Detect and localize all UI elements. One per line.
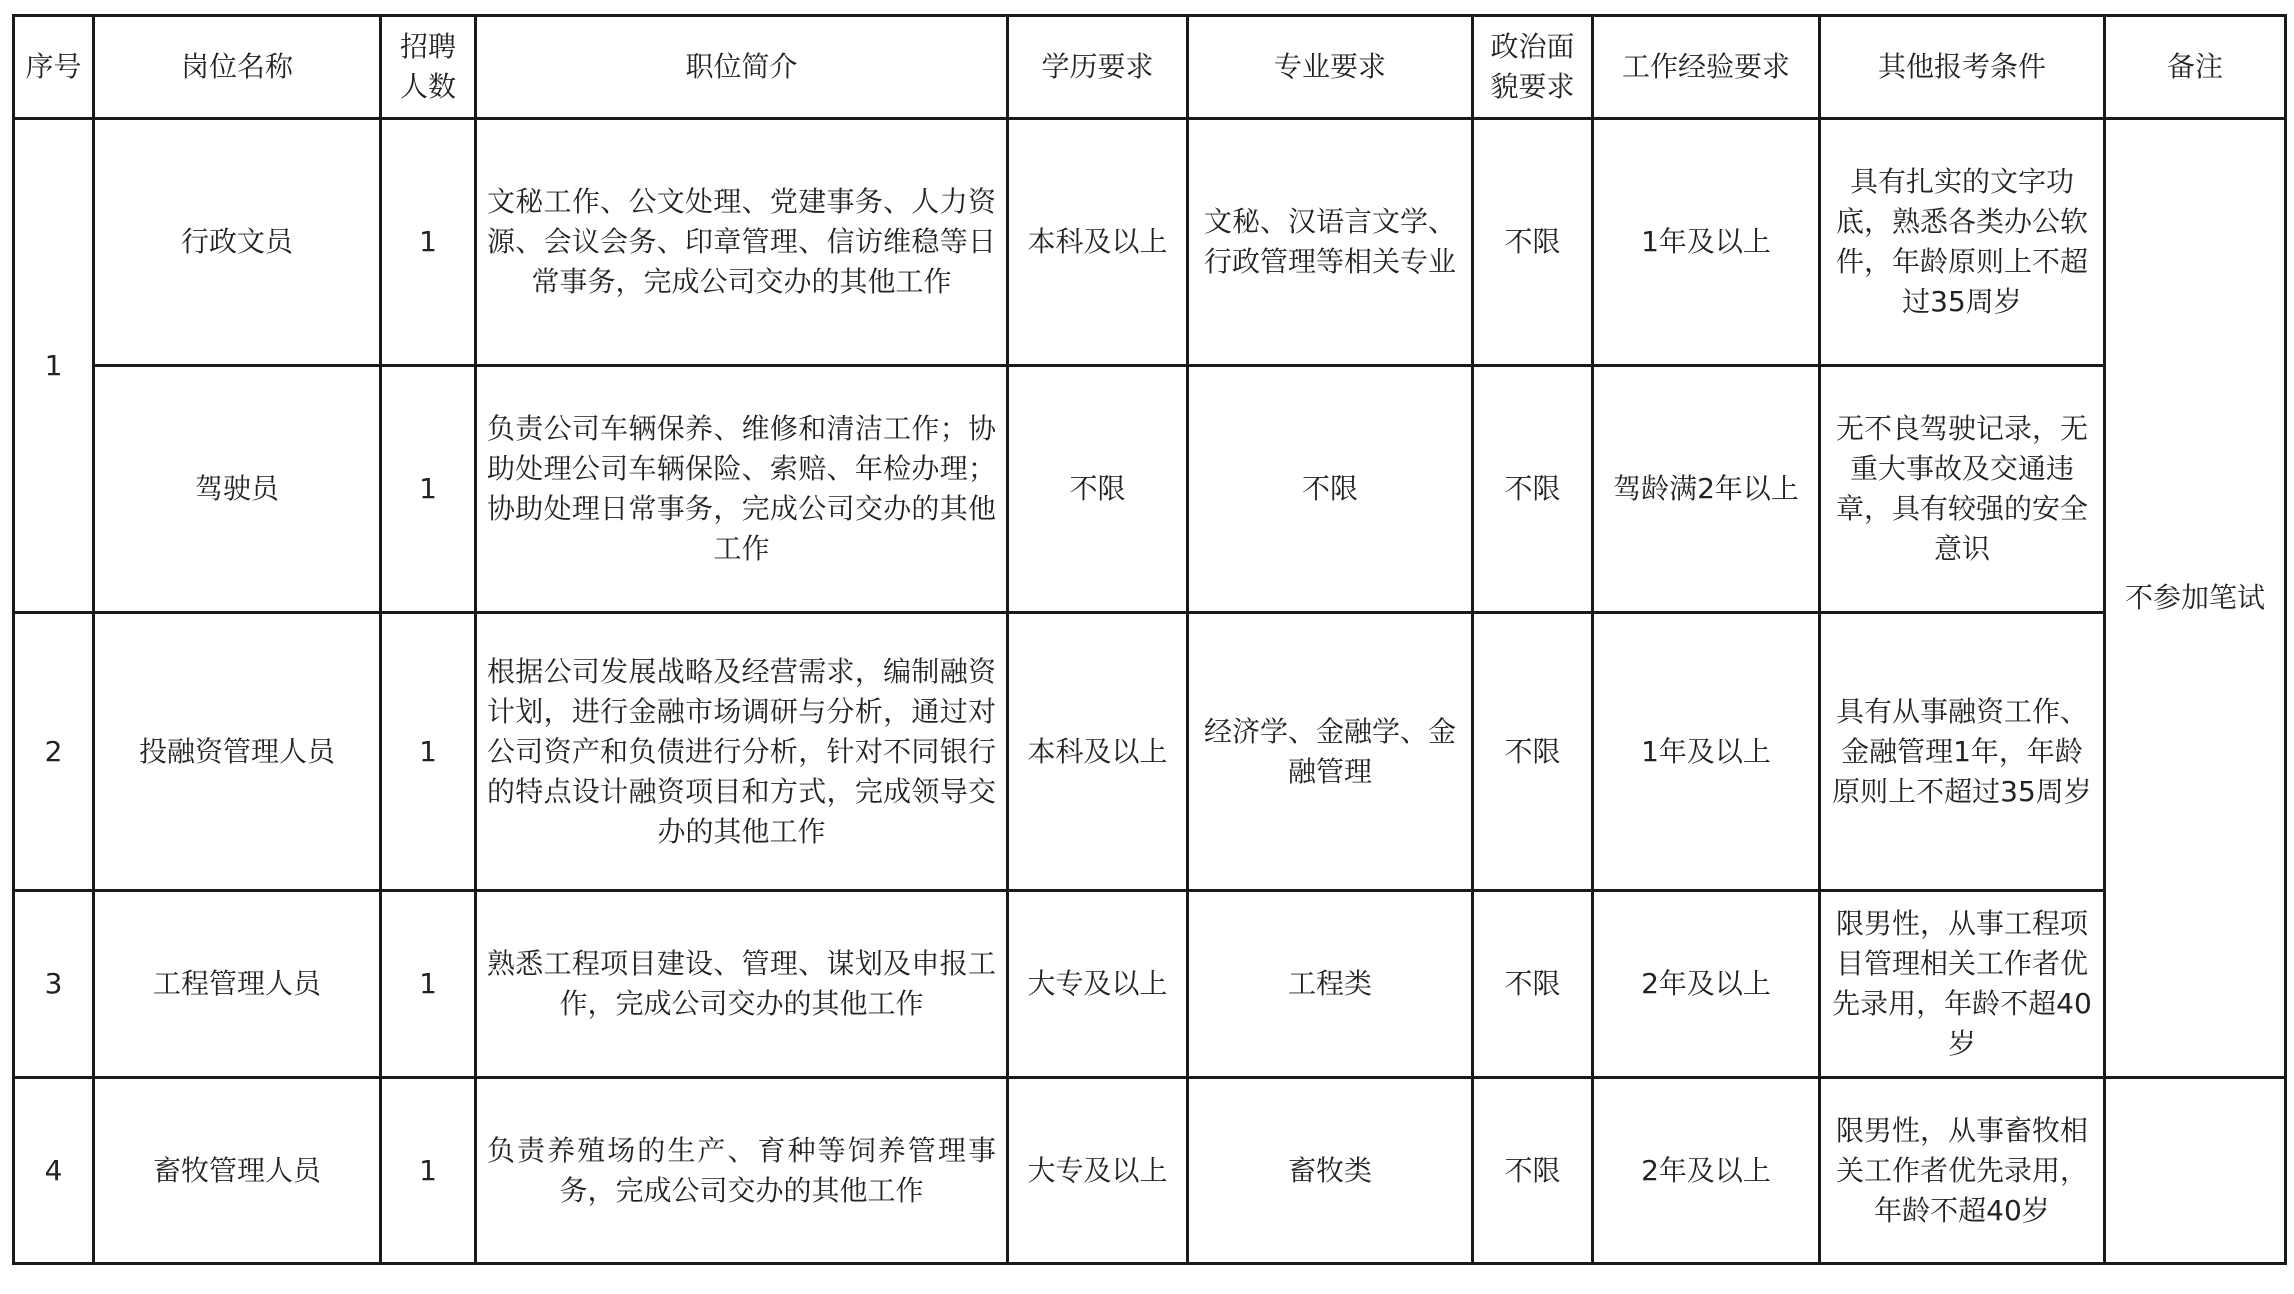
- cell-major: 文秘、汉语言文学、行政管理等相关专业: [1188, 119, 1473, 366]
- cell-other: 具有扎实的文字功底，熟悉各类办公软件，年龄原则上不超过35周岁: [1820, 119, 2105, 366]
- cell-political: 不限: [1473, 119, 1593, 366]
- header-experience: 工作经验要求: [1593, 16, 1820, 119]
- cell-position: 投融资管理人员: [94, 613, 381, 891]
- cell-other: 具有从事融资工作、金融管理1年，年龄原则上不超过35周岁: [1820, 613, 2105, 891]
- cell-education: 本科及以上: [1008, 613, 1188, 891]
- cell-education: 不限: [1008, 366, 1188, 613]
- cell-experience: 驾龄满2年以上: [1593, 366, 1820, 613]
- cell-remark: [2105, 1078, 2286, 1264]
- cell-position: 驾驶员: [94, 366, 381, 613]
- cell-major: 工程类: [1188, 891, 1473, 1078]
- cell-major: 不限: [1188, 366, 1473, 613]
- cell-seq: 3: [14, 891, 94, 1078]
- cell-description: 熟悉工程项目建设、管理、谋划及申报工作，完成公司交办的其他工作: [476, 891, 1008, 1078]
- cell-experience: 2年及以上: [1593, 891, 1820, 1078]
- cell-other: 无不良驾驶记录，无重大事故及交通违章，具有较强的安全意识: [1820, 366, 2105, 613]
- cell-position: 工程管理人员: [94, 891, 381, 1078]
- table-header-row: [14, 16, 2286, 119]
- cell-remark: 不参加笔试: [2105, 119, 2286, 1078]
- cell-count: 1: [381, 119, 476, 366]
- cell-position: 行政文员: [94, 119, 381, 366]
- cell-other: 限男性，从事畜牧相关工作者优先录用，年龄不超40岁: [1820, 1078, 2105, 1264]
- table-row: [14, 1078, 2286, 1264]
- cell-political: 不限: [1473, 891, 1593, 1078]
- table-row: [14, 613, 2286, 891]
- cell-experience: 1年及以上: [1593, 613, 1820, 891]
- cell-position: 畜牧管理人员: [94, 1078, 381, 1264]
- cell-count: 1: [381, 366, 476, 613]
- cell-description: 负责养殖场的生产、育种等饲养管理事务，完成公司交办的其他工作: [476, 1078, 1008, 1264]
- cell-education: 本科及以上: [1008, 119, 1188, 366]
- header-remark: 备注: [2105, 16, 2286, 119]
- cell-seq: 4: [14, 1078, 94, 1264]
- header-other: 其他报考条件: [1820, 16, 2105, 119]
- cell-description: 负责公司车辆保养、维修和清洁工作；协助处理公司车辆保险、索赔、年检办理；协助处理日常事务，完成公司交办的其他工作: [476, 366, 1008, 613]
- cell-major: 经济学、金融学、金融管理: [1188, 613, 1473, 891]
- cell-count: 1: [381, 613, 476, 891]
- cell-count: 1: [381, 1078, 476, 1264]
- header-political: 政治面貌要求: [1473, 16, 1593, 119]
- header-description: 职位简介: [476, 16, 1008, 119]
- header-position: 岗位名称: [94, 16, 381, 119]
- table-row: [14, 891, 2286, 1078]
- header-count: 招聘人数: [381, 16, 476, 119]
- header-major: 专业要求: [1188, 16, 1473, 119]
- cell-seq: 2: [14, 613, 94, 891]
- cell-experience: 1年及以上: [1593, 119, 1820, 366]
- cell-education: 大专及以上: [1008, 891, 1188, 1078]
- cell-political: 不限: [1473, 366, 1593, 613]
- cell-experience: 2年及以上: [1593, 1078, 1820, 1264]
- cell-description: 文秘工作、公文处理、党建事务、人力资源、会议会务、印章管理、信访维稳等日常事务，完成公司交办的其他工作: [476, 119, 1008, 366]
- cell-political: 不限: [1473, 613, 1593, 891]
- table-row: [14, 119, 2286, 366]
- cell-political: 不限: [1473, 1078, 1593, 1264]
- cell-seq: 1: [14, 119, 94, 613]
- cell-education: 大专及以上: [1008, 1078, 1188, 1264]
- cell-count: 1: [381, 891, 476, 1078]
- recruitment-table: [12, 14, 2287, 1265]
- cell-other: 限男性，从事工程项目管理相关工作者优先录用，年龄不超40岁: [1820, 891, 2105, 1078]
- table-row: [14, 366, 2286, 613]
- cell-description: 根据公司发展战略及经营需求，编制融资计划，进行金融市场调研与分析，通过对公司资产和负债进行分析，针对不同银行的特点设计融资项目和方式，完成领导交办的其他工作: [476, 613, 1008, 891]
- cell-major: 畜牧类: [1188, 1078, 1473, 1264]
- header-seq: 序号: [14, 16, 94, 119]
- header-education: 学历要求: [1008, 16, 1188, 119]
